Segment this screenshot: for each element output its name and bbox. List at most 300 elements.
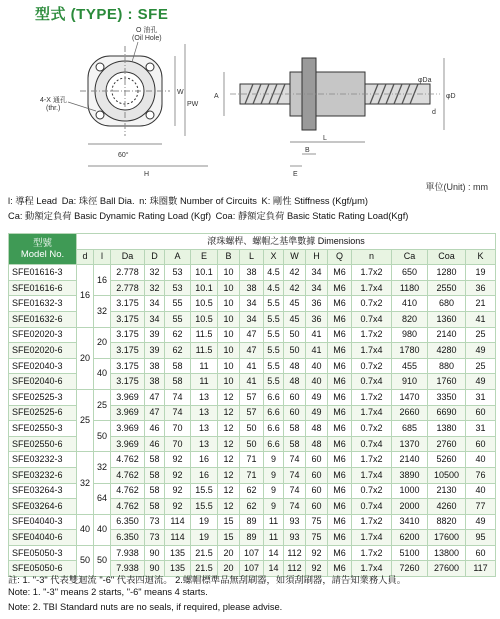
oil-hole-label: O 油孔 bbox=[136, 27, 158, 34]
column-header-row bbox=[9, 249, 496, 265]
table-cell: 6.6 bbox=[264, 436, 284, 452]
table-cell: 50 bbox=[240, 436, 264, 452]
table-cell: 7.938 bbox=[111, 545, 145, 561]
column-header-l: L bbox=[240, 249, 264, 265]
table-cell: 41 bbox=[306, 343, 328, 359]
table-cell: 32 bbox=[94, 296, 111, 327]
table-cell: 41 bbox=[240, 358, 264, 374]
table-cell: 49 bbox=[466, 514, 496, 530]
dim-a-label: A bbox=[214, 93, 219, 100]
table-cell: 6.6 bbox=[264, 389, 284, 405]
table-cell: 64 bbox=[94, 483, 111, 514]
model-number-cell: SFE02550-3 bbox=[9, 421, 77, 437]
table-cell: 89 bbox=[240, 530, 264, 546]
table-cell: 1370 bbox=[392, 436, 428, 452]
table-cell: 6.350 bbox=[111, 514, 145, 530]
column-header-n: n bbox=[352, 249, 392, 265]
table-cell: 5.5 bbox=[264, 358, 284, 374]
table-cell: 34 bbox=[240, 296, 264, 312]
table-cell: 1.7x2 bbox=[352, 389, 392, 405]
column-header-d: d bbox=[77, 249, 94, 265]
table-row bbox=[9, 265, 496, 281]
table-cell: M6 bbox=[328, 327, 352, 343]
model-number-cell: SFE01632-3 bbox=[9, 296, 77, 312]
table-cell: M6 bbox=[328, 343, 352, 359]
page-title: 型式 (TYPE) : SFE bbox=[35, 6, 169, 23]
table-cell: 39 bbox=[145, 327, 165, 343]
dim-da-label: φDa bbox=[418, 77, 432, 84]
table-cell: 880 bbox=[428, 358, 466, 374]
table-cell: 90 bbox=[145, 545, 165, 561]
unit-label: 單位(Unit) : mm bbox=[425, 182, 488, 192]
table-cell: 42 bbox=[284, 265, 306, 281]
table-cell: 2140 bbox=[428, 327, 466, 343]
table-cell: 13 bbox=[191, 421, 218, 437]
bolt-hole-label-en: (thr.) bbox=[46, 105, 61, 112]
table-cell: 32 bbox=[145, 280, 165, 296]
table-cell: 16 bbox=[77, 265, 94, 327]
table-cell: 9 bbox=[264, 499, 284, 515]
table-row bbox=[9, 545, 496, 561]
bolt-hole-3 bbox=[96, 111, 104, 119]
table-cell: 58 bbox=[145, 499, 165, 515]
table-cell: 48 bbox=[306, 421, 328, 437]
table-cell: 910 bbox=[392, 374, 428, 390]
table-cell: 5.5 bbox=[264, 374, 284, 390]
table-cell: M6 bbox=[328, 280, 352, 296]
table-cell: 77 bbox=[466, 499, 496, 515]
table-cell: 47 bbox=[240, 343, 264, 359]
table-cell: 40 bbox=[94, 514, 111, 545]
table-cell: 42 bbox=[284, 280, 306, 296]
table-cell: 60 bbox=[306, 483, 328, 499]
model-number-cell: SFE01632-6 bbox=[9, 311, 77, 327]
table-cell: 11 bbox=[191, 358, 218, 374]
table-cell: 13 bbox=[191, 389, 218, 405]
table-cell: 20 bbox=[218, 545, 240, 561]
table-cell: 1.7x2 bbox=[352, 452, 392, 468]
model-number-cell: SFE01616-3 bbox=[9, 265, 77, 281]
table-cell: 76 bbox=[466, 467, 496, 483]
table-cell: 2550 bbox=[428, 280, 466, 296]
table-cell: 10.1 bbox=[191, 265, 218, 281]
table-cell: 45 bbox=[284, 311, 306, 327]
table-cell: 11.5 bbox=[191, 327, 218, 343]
table-cell: 4.762 bbox=[111, 499, 145, 515]
column-header-w: W bbox=[284, 249, 306, 265]
table-cell: 16 bbox=[191, 452, 218, 468]
table-cell: 20 bbox=[77, 327, 94, 389]
table-cell: 15 bbox=[218, 530, 240, 546]
table-cell: 34 bbox=[240, 311, 264, 327]
table-cell: 27600 bbox=[428, 561, 466, 577]
table-cell: 1280 bbox=[428, 265, 466, 281]
model-header-en: Model No. bbox=[20, 249, 65, 261]
table-cell: 73 bbox=[145, 514, 165, 530]
table-cell: 60 bbox=[306, 452, 328, 468]
table-row bbox=[9, 452, 496, 468]
table-cell: 1.7x4 bbox=[352, 280, 392, 296]
table-cell: 40 bbox=[77, 514, 94, 545]
table-cell: 70 bbox=[165, 421, 191, 437]
dim-d-shaft-label: d bbox=[432, 109, 436, 116]
table-cell: 10 bbox=[218, 296, 240, 312]
legend-ball-dia: Da: 珠徑 Ball Dia. bbox=[61, 196, 135, 206]
table-cell: 60 bbox=[306, 467, 328, 483]
model-number-cell: SFE02040-6 bbox=[9, 374, 77, 390]
table-cell: 60 bbox=[466, 436, 496, 452]
table-cell: 34 bbox=[306, 280, 328, 296]
table-cell: 55 bbox=[165, 296, 191, 312]
table-cell: 62 bbox=[240, 499, 264, 515]
table-cell: 25 bbox=[77, 389, 94, 451]
table-cell: 41 bbox=[306, 327, 328, 343]
column-header-x: X bbox=[264, 249, 284, 265]
table-cell: 4280 bbox=[428, 343, 466, 359]
table-cell: 57 bbox=[240, 389, 264, 405]
table-cell: 74 bbox=[284, 467, 306, 483]
column-header-q: Q bbox=[328, 249, 352, 265]
dim-d-label: φD bbox=[446, 93, 456, 100]
table-cell: 93 bbox=[284, 514, 306, 530]
table-cell: 41 bbox=[240, 374, 264, 390]
dim-b-label: B bbox=[305, 147, 310, 154]
table-cell: 117 bbox=[466, 561, 496, 577]
table-cell: 107 bbox=[240, 561, 264, 577]
table-cell: 34 bbox=[145, 296, 165, 312]
table-cell: M6 bbox=[328, 561, 352, 577]
model-number-cell: SFE03264-6 bbox=[9, 499, 77, 515]
table-cell: 1.7x2 bbox=[352, 514, 392, 530]
table-cell: 5260 bbox=[428, 452, 466, 468]
table-cell: 2660 bbox=[392, 405, 428, 421]
table-cell: 89 bbox=[240, 514, 264, 530]
table-cell: 60 bbox=[466, 405, 496, 421]
table-cell: 1760 bbox=[428, 374, 466, 390]
table-cell: 7260 bbox=[392, 561, 428, 577]
table-cell: 50 bbox=[284, 327, 306, 343]
table-cell: 58 bbox=[145, 467, 165, 483]
table-cell: 3890 bbox=[392, 467, 428, 483]
table-cell: 1470 bbox=[392, 389, 428, 405]
table-cell: 25 bbox=[466, 327, 496, 343]
table-cell: 2.778 bbox=[111, 280, 145, 296]
column-header-k: K bbox=[466, 249, 496, 265]
table-cell: 14 bbox=[264, 561, 284, 577]
table-cell: 39 bbox=[145, 343, 165, 359]
table-cell: 9 bbox=[264, 467, 284, 483]
table-cell: 21 bbox=[466, 296, 496, 312]
model-number-cell: SFE04040-3 bbox=[9, 514, 77, 530]
table-cell: 31 bbox=[466, 421, 496, 437]
table-cell: 1180 bbox=[392, 280, 428, 296]
table-cell: M6 bbox=[328, 467, 352, 483]
table-cell: 2.778 bbox=[111, 265, 145, 281]
table-cell: 40 bbox=[306, 358, 328, 374]
table-cell: M6 bbox=[328, 421, 352, 437]
table-cell: 6200 bbox=[392, 530, 428, 546]
table-cell: 12 bbox=[218, 499, 240, 515]
column-header-l: l bbox=[94, 249, 111, 265]
bolt-hole-label: 4-X 通孔 bbox=[40, 97, 67, 104]
table-cell: 13800 bbox=[428, 545, 466, 561]
table-cell: 21.5 bbox=[191, 561, 218, 577]
table-cell: 1360 bbox=[428, 311, 466, 327]
table-cell: 74 bbox=[284, 452, 306, 468]
table-cell: 34 bbox=[145, 311, 165, 327]
table-cell: 3.969 bbox=[111, 405, 145, 421]
table-cell: M6 bbox=[328, 452, 352, 468]
table-cell: 73 bbox=[145, 530, 165, 546]
legend-line-1 bbox=[8, 194, 370, 208]
table-cell: 92 bbox=[306, 545, 328, 561]
table-cell: 3.175 bbox=[111, 343, 145, 359]
table-cell: 1380 bbox=[428, 421, 466, 437]
legend-line-2 bbox=[8, 209, 410, 223]
table-cell: 114 bbox=[165, 514, 191, 530]
table-cell: 53 bbox=[165, 265, 191, 281]
table-cell: 410 bbox=[392, 296, 428, 312]
table-cell: 32 bbox=[77, 452, 94, 514]
table-cell: 3.969 bbox=[111, 389, 145, 405]
column-header-b: B bbox=[218, 249, 240, 265]
table-cell: 55 bbox=[165, 311, 191, 327]
table-cell: M6 bbox=[328, 545, 352, 561]
note-chinese: 註: 1. "-3" 代表雙迴流 "-6" 代表四迴流。 2.螺帽標準品無刮刷器，如須刮刷器，請告知業務人員。 bbox=[8, 575, 407, 585]
table-cell: 19 bbox=[191, 530, 218, 546]
table-body bbox=[9, 265, 496, 577]
table-cell: 2000 bbox=[392, 499, 428, 515]
table-cell: 70 bbox=[165, 436, 191, 452]
table-cell: 50 bbox=[240, 421, 264, 437]
table-cell: 49 bbox=[466, 374, 496, 390]
table-cell: 25 bbox=[94, 389, 111, 420]
table-cell: 40 bbox=[466, 483, 496, 499]
table-cell: M6 bbox=[328, 514, 352, 530]
table-cell: 45 bbox=[284, 296, 306, 312]
model-number-cell: SFE02525-3 bbox=[9, 389, 77, 405]
table-cell: 10 bbox=[218, 358, 240, 374]
table-cell: 11 bbox=[264, 530, 284, 546]
nut-technical-drawing bbox=[40, 24, 460, 180]
dimensions-title: 滾珠螺桿、螺帽之基準數據 Dimensions bbox=[77, 234, 496, 250]
bolt-hole-4 bbox=[146, 111, 154, 119]
table-cell: 74 bbox=[284, 499, 306, 515]
table-cell: 47 bbox=[145, 405, 165, 421]
table-cell: 92 bbox=[165, 452, 191, 468]
table-cell: 10.5 bbox=[191, 311, 218, 327]
side-view bbox=[230, 58, 440, 130]
table-cell: 19 bbox=[466, 265, 496, 281]
table-cell: 46 bbox=[145, 421, 165, 437]
table-cell: 10500 bbox=[428, 467, 466, 483]
table-cell: 0.7x4 bbox=[352, 499, 392, 515]
table-cell: 1.7x4 bbox=[352, 343, 392, 359]
table-cell: M6 bbox=[328, 499, 352, 515]
model-number-cell: SFE03232-6 bbox=[9, 467, 77, 483]
table-cell: 48 bbox=[284, 358, 306, 374]
table-cell: 49 bbox=[466, 343, 496, 359]
table-cell: 21.5 bbox=[191, 545, 218, 561]
table-cell: 135 bbox=[165, 561, 191, 577]
table-cell: 3.175 bbox=[111, 327, 145, 343]
table-cell: 3350 bbox=[428, 389, 466, 405]
legend-stiffness: K: 剛性 Stiffness (Kgf/μm) bbox=[261, 196, 368, 206]
model-number-cell: SFE01616-6 bbox=[9, 280, 77, 296]
table-cell: 16 bbox=[94, 265, 111, 296]
table-cell: 1780 bbox=[392, 343, 428, 359]
column-header-d: D bbox=[145, 249, 165, 265]
table-cell: 15 bbox=[218, 514, 240, 530]
table-cell: 13 bbox=[191, 405, 218, 421]
table-cell: 48 bbox=[306, 436, 328, 452]
table-cell: 3.175 bbox=[111, 296, 145, 312]
table-cell: 58 bbox=[284, 436, 306, 452]
table-cell: 980 bbox=[392, 327, 428, 343]
table-cell: 680 bbox=[428, 296, 466, 312]
table-cell: 4.5 bbox=[264, 280, 284, 296]
column-header-a: A bbox=[165, 249, 191, 265]
table-cell: 685 bbox=[392, 421, 428, 437]
model-number-cell: SFE02020-6 bbox=[9, 343, 77, 359]
table-cell: 12 bbox=[218, 483, 240, 499]
table-cell: 0.7x2 bbox=[352, 296, 392, 312]
table-cell: 93 bbox=[284, 530, 306, 546]
table-cell: 62 bbox=[165, 343, 191, 359]
table-cell: 0.7x4 bbox=[352, 311, 392, 327]
table-cell: 2760 bbox=[428, 436, 466, 452]
table-cell: 14 bbox=[264, 545, 284, 561]
table-cell: 74 bbox=[165, 389, 191, 405]
table-cell: 2140 bbox=[392, 452, 428, 468]
table-cell: 41 bbox=[466, 311, 496, 327]
table-cell: 4.762 bbox=[111, 452, 145, 468]
model-number-cell: SFE05050-3 bbox=[9, 545, 77, 561]
table-cell: 112 bbox=[284, 545, 306, 561]
table-cell: 20 bbox=[218, 561, 240, 577]
table-cell: 60 bbox=[306, 499, 328, 515]
table-cell: 92 bbox=[165, 499, 191, 515]
model-number-cell: SFE02550-6 bbox=[9, 436, 77, 452]
table-cell: 32 bbox=[94, 452, 111, 483]
table-cell: 12 bbox=[218, 389, 240, 405]
table-cell: M6 bbox=[328, 405, 352, 421]
table-cell: 455 bbox=[392, 358, 428, 374]
table-cell: 5100 bbox=[392, 545, 428, 561]
table-cell: 58 bbox=[284, 421, 306, 437]
table-cell: 10 bbox=[218, 311, 240, 327]
table-cell: 15.5 bbox=[191, 499, 218, 515]
table-cell: 11 bbox=[191, 374, 218, 390]
table-cell: 6.6 bbox=[264, 405, 284, 421]
table-cell: M6 bbox=[328, 265, 352, 281]
table-cell: 49 bbox=[306, 389, 328, 405]
table-cell: 1.7x4 bbox=[352, 561, 392, 577]
table-cell: 6.350 bbox=[111, 530, 145, 546]
table-cell: 13 bbox=[191, 436, 218, 452]
table-cell: M6 bbox=[328, 436, 352, 452]
table-cell: 38 bbox=[240, 280, 264, 296]
table-cell: 1.7x2 bbox=[352, 545, 392, 561]
legend-static-load: Coa: 靜額定負荷 Basic Static Rating Load(Kgf) bbox=[215, 211, 409, 221]
table-cell: M6 bbox=[328, 483, 352, 499]
table-cell: 820 bbox=[392, 311, 428, 327]
table-cell: 16 bbox=[191, 467, 218, 483]
column-header-coa: Coa bbox=[428, 249, 466, 265]
table-cell: 12 bbox=[218, 452, 240, 468]
table-cell: 60 bbox=[284, 389, 306, 405]
table-cell: M6 bbox=[328, 374, 352, 390]
table-cell: 90 bbox=[145, 561, 165, 577]
table-cell: 10.5 bbox=[191, 296, 218, 312]
table-cell: 0.7x2 bbox=[352, 358, 392, 374]
table-cell: 10 bbox=[218, 280, 240, 296]
dim-e-label: E bbox=[293, 171, 298, 178]
table-cell: 114 bbox=[165, 530, 191, 546]
table-cell: M6 bbox=[328, 389, 352, 405]
table-cell: 50 bbox=[94, 421, 111, 452]
table-cell: 3.175 bbox=[111, 358, 145, 374]
table-cell: 10.1 bbox=[191, 280, 218, 296]
table-cell: 135 bbox=[165, 545, 191, 561]
note-english-1: Note: 1. "-3" means 2 starts, "-6" means 4 starts. bbox=[8, 587, 208, 597]
table-cell: 38 bbox=[240, 265, 264, 281]
table-row bbox=[9, 514, 496, 530]
table-cell: 12 bbox=[218, 467, 240, 483]
table-cell: 25 bbox=[466, 358, 496, 374]
note-english-2: Note: 2. TBI Standard nuts are no seals, if required, please advise. bbox=[8, 602, 283, 612]
table-cell: 71 bbox=[240, 452, 264, 468]
table-cell: 40 bbox=[466, 452, 496, 468]
model-number-cell: SFE02020-3 bbox=[9, 327, 77, 343]
column-header-da: Da bbox=[111, 249, 145, 265]
table-cell: 3.175 bbox=[111, 374, 145, 390]
table-cell: 32 bbox=[145, 265, 165, 281]
dim-angle-label: 60° bbox=[118, 152, 129, 159]
dim-h-label: H bbox=[144, 171, 150, 178]
table-cell: 4260 bbox=[428, 499, 466, 515]
table-cell: 38 bbox=[145, 358, 165, 374]
table-cell: 74 bbox=[165, 405, 191, 421]
table-cell: 31 bbox=[466, 389, 496, 405]
table-cell: 36 bbox=[306, 296, 328, 312]
table-cell: 49 bbox=[306, 405, 328, 421]
table-cell: 4.762 bbox=[111, 483, 145, 499]
table-cell: 92 bbox=[306, 561, 328, 577]
table-cell: 10 bbox=[218, 374, 240, 390]
table-cell: 4.5 bbox=[264, 265, 284, 281]
dim-w-label: W bbox=[177, 89, 184, 96]
table-cell: 11.5 bbox=[191, 343, 218, 359]
table-cell: 62 bbox=[240, 483, 264, 499]
table-cell: 4.762 bbox=[111, 467, 145, 483]
table-cell: 5.5 bbox=[264, 311, 284, 327]
table-cell: 6.6 bbox=[264, 421, 284, 437]
table-cell: 107 bbox=[240, 545, 264, 561]
table-cell: 10 bbox=[218, 327, 240, 343]
table-cell: 95 bbox=[466, 530, 496, 546]
table-cell: 0.7x4 bbox=[352, 436, 392, 452]
table-cell: 74 bbox=[284, 483, 306, 499]
table-cell: 20 bbox=[94, 327, 111, 358]
table-cell: 8820 bbox=[428, 514, 466, 530]
legend-dynamic-load: Ca: 動額定負荷 Basic Dynamic Rating Load (Kgf) bbox=[8, 211, 212, 221]
table-cell: M6 bbox=[328, 358, 352, 374]
table-cell: 15.5 bbox=[191, 483, 218, 499]
table-cell: 58 bbox=[165, 358, 191, 374]
table-cell: 11 bbox=[264, 514, 284, 530]
table-cell: 47 bbox=[145, 389, 165, 405]
